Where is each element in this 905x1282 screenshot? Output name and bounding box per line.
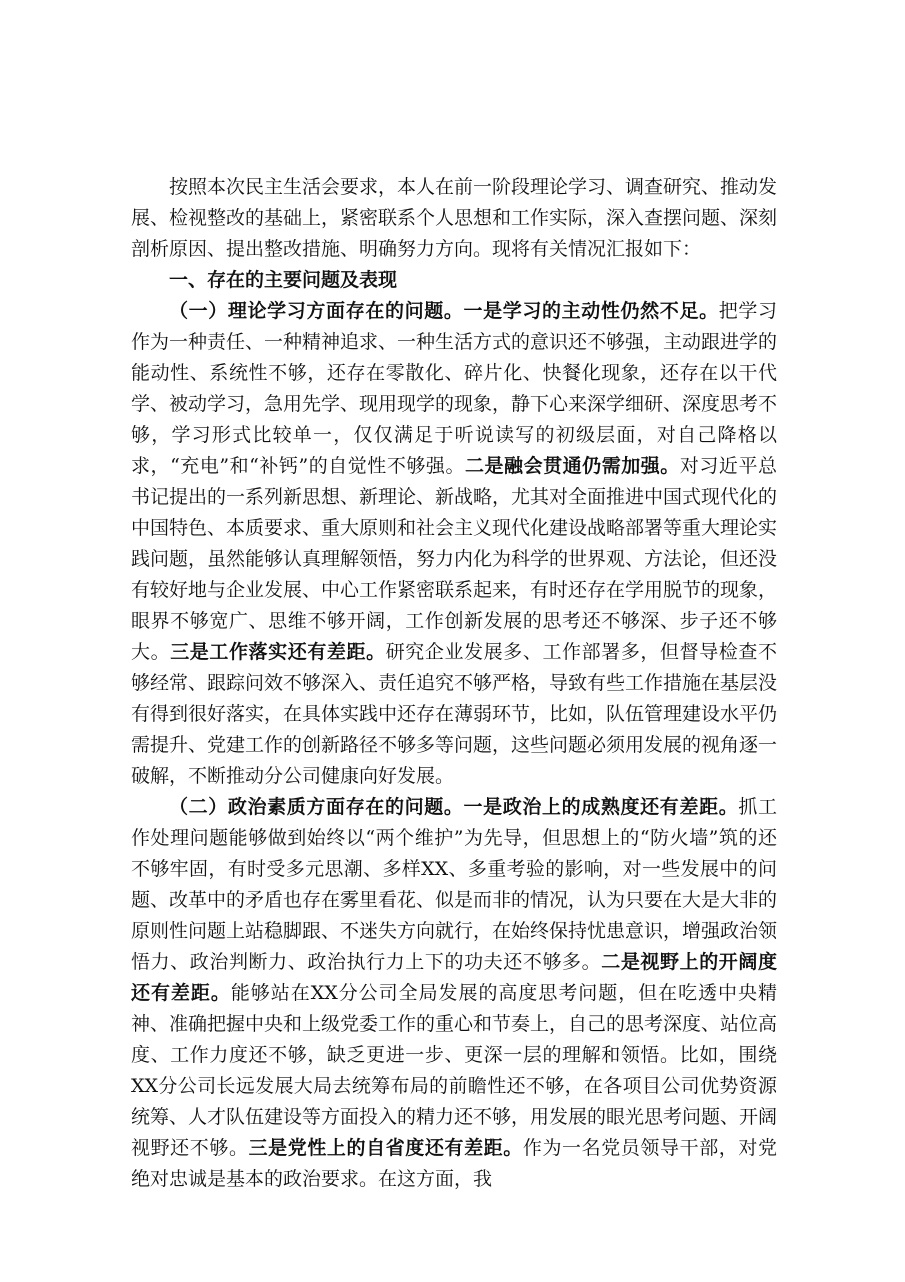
paragraph-text: 研究企业发展多、工作部署多，但督导检查不够经常、跟踪问效不够深入、责任追究不够严格，导致有些工作措施在基层没有得到很好落实，在具体实践中还存在薄弱环节，比如，队伍管理建设水平仍需提升、党建工作的创新路径不够多等问题，这些问题必须用发展的视角逐一破解，不断推动分公司健康向好发展。 xyxy=(131,641,778,787)
paragraph-lead: （二）政治素质方面存在的问题。一是政治上的成熟度还有差距。 xyxy=(169,796,739,818)
point-heading: 二是融会贯通仍需加强。 xyxy=(464,455,680,477)
paragraph-text: 对习近平总书记提出的一系列新思想、新理论、新战略，尤其对全面推进中国式现代化的中国特色、本质要求、重大原则和社会主义现代化建设战略部署等重大理论实践问题，虽然能够认真理解领悟，努力内化为科学的世界观、方法论，但还没有较好地与企业发展、中心工作紧密联系起来，有时还存在学用脱节的现象，眼界不够宽广、思维不够开阔，工作创新发展的思考还不够深、步子还不够大。 xyxy=(131,455,778,663)
paragraph-lead: （一）理论学习方面存在的问题。一是学习的主动性仍然不足。 xyxy=(169,300,719,322)
paragraph-text: 把学习作为一种责任、一种精神追求、一种生活方式的意识还不够强，主动跟进学的能动性、系统性不够，还存在零散化、碎片化、快餐化现象，还存在以干代学、被动学习，急用先学、现用现学的现象，静下心来深学细研、深度思考不够，学习形式比较单一，仅仅满足于听说读写的初级层面，对自己降格以求，“充电”和“补钙”的自觉性不够强。 xyxy=(131,300,778,477)
paragraph-text: 作为一名党员领导干部，对党绝对忠诚是基本的政治要求。在这方面，我 xyxy=(131,1137,777,1190)
paragraph-theory-study xyxy=(131,296,777,792)
section-heading: 一、存在的主要问题及表现 xyxy=(169,269,398,291)
intro-paragraph: 按照本次民主生活会要求，本人在前一阶段理论学习、调查研究、推动发展、检视整改的基础上，紧密联系个人思想和工作实际，深入查摆问题、深刻剖析原因、提出整改措施、明确努力方向。现将有关情况汇报如下： xyxy=(131,176,778,260)
paragraph-text: 抓工作处理问题能够做到始终以“两个维护”为先导，但思想上的“防火墙”筑的还不够牢固，有时受多元思潮、多样XX、多重考验的影响，对一些发展中的问题、改革中的矛盾也存在雾里看花、似是而非的情况，认为只要在大是大非的原则性问题上站稳脚跟、不迷失方向就行，在始终保持忧患意识，增强政治领悟力、政治判断力、政治执行力上下的功夫还不够多。 xyxy=(131,796,778,973)
point-heading: 三是工作落实还有差距。 xyxy=(170,641,386,663)
paragraph-political-quality xyxy=(131,792,777,1195)
point-heading: 三是党性上的自省度还有差距。 xyxy=(248,1137,523,1159)
paragraph-text: 能够站在XX分公司全局发展的高度思考问题，但在吃透中央精神、准确把握中央和上级党委工作的重心和节奏上，自己的思考深度、站位高度、工作力度还不够，缺乏更进一步、更深一层的理解和领悟。比如，围绕XX分公司长远发展大局去统筹布局的前瞻性还不够，在各项目公司优势资源统筹、人才队伍建设等方面投入的精力还不够，用发展的眼光思考问题、开阔视野还不够。 xyxy=(131,982,778,1159)
point-heading: 二是视野上的开阔度还有差距。 xyxy=(131,951,777,1004)
